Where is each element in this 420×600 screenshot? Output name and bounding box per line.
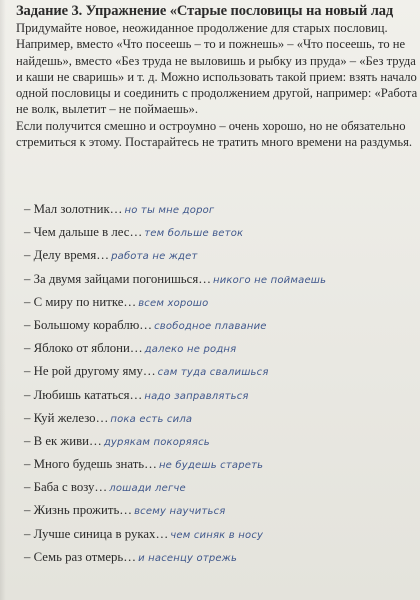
handwritten-answer: и насенцу отрежь bbox=[138, 552, 238, 564]
handwritten-answer: работа не ждет bbox=[111, 251, 198, 263]
proverb-start: – Не рой другому яму… bbox=[24, 364, 156, 379]
proverb-start: – Яблоко от яблони… bbox=[24, 341, 143, 356]
proverb-item bbox=[24, 221, 420, 244]
instructions-paragraph: Придумайте новое, неожиданное продолжение для старых пословиц. Например, вместо «Что посеешь – то и пожнешь» – «Что посеешь, то не найдешь», вместо «Без труда не выловишь и рыбку из пруда» – «Без труда и каши не сваришь» и т. д. Можно использовать такой прием: взять начало одной пословицы и соединить с продолжением другой, например: «Работа не волк, вылетит – не поймаешь». bbox=[16, 21, 418, 117]
handwritten-answer: всем хорошо bbox=[138, 297, 209, 309]
proverb-item bbox=[24, 546, 420, 569]
proverb-item bbox=[24, 407, 420, 430]
proverb-start: – Много будешь знать… bbox=[24, 457, 157, 472]
proverb-item bbox=[24, 268, 420, 291]
proverb-item bbox=[24, 360, 420, 383]
proverb-start: – Чем дальше в лес… bbox=[24, 225, 143, 240]
proverb-start: – Жизнь прожить… bbox=[24, 503, 133, 518]
proverb-item bbox=[24, 430, 420, 453]
proverb-start: – Семь раз отмерь… bbox=[24, 549, 137, 564]
instructions bbox=[16, 20, 420, 150]
proverb-item bbox=[24, 314, 420, 337]
handwritten-answer: но ты мне дорог bbox=[124, 205, 215, 216]
handwritten-answer: сам туда свалишься bbox=[157, 367, 269, 379]
proverb-item bbox=[24, 523, 420, 546]
proverb-start: – Баба с возу… bbox=[24, 480, 108, 495]
proverb-list bbox=[24, 198, 420, 569]
proverb-start: – В ек живи… bbox=[24, 433, 102, 448]
proverb-item bbox=[24, 291, 420, 314]
proverb-start: – Любишь кататься… bbox=[24, 387, 143, 402]
handwritten-answer: надо заправляться bbox=[144, 390, 249, 402]
proverb-start: – Большому кораблю… bbox=[24, 317, 153, 332]
handwritten-answer: свободное плавание bbox=[154, 320, 267, 332]
handwritten-answer: лошади легче bbox=[109, 483, 186, 495]
handwritten-answer: пока есть сила bbox=[110, 413, 193, 425]
proverb-start: – Лучше синица в руках… bbox=[24, 526, 169, 541]
exercise-title: Задание 3. Упражнение «Старые пословицы на новый лад bbox=[16, 3, 394, 19]
proverb-start: – Делу время… bbox=[24, 248, 110, 263]
proverb-start: – Куй железо… bbox=[24, 410, 109, 425]
handwritten-answer: далеко не родня bbox=[144, 344, 237, 356]
proverb-item bbox=[24, 244, 420, 267]
proverb-start: – Мал золотник… bbox=[24, 202, 123, 216]
proverb-start: – С миру по нитке… bbox=[24, 294, 137, 309]
handwritten-answer: дурякам покоряясь bbox=[103, 436, 210, 448]
proverb-item bbox=[24, 384, 420, 407]
handwritten-answer: никого не поймаешь bbox=[213, 274, 327, 286]
handwritten-answer: чем синяк в носу bbox=[170, 529, 264, 541]
proverb-item bbox=[24, 499, 420, 522]
handwritten-answer: всему научиться bbox=[134, 506, 226, 518]
proverb-item bbox=[24, 337, 420, 360]
page-fold-shadow bbox=[0, 0, 6, 600]
instructions-paragraph: Если получится смешно и остроумно – очень хорошо, но не обязательно стремиться к этому. Постарайтесь не тратить много времени на раздумья. bbox=[16, 118, 413, 150]
proverb-item bbox=[24, 476, 420, 499]
proverb-item bbox=[24, 198, 420, 221]
proverb-item bbox=[24, 453, 420, 476]
handwritten-answer: не будешь стареть bbox=[158, 460, 264, 472]
handwritten-answer: тем больше веток bbox=[144, 228, 244, 240]
proverb-start: – За двумя зайцами погонишься… bbox=[24, 271, 211, 286]
